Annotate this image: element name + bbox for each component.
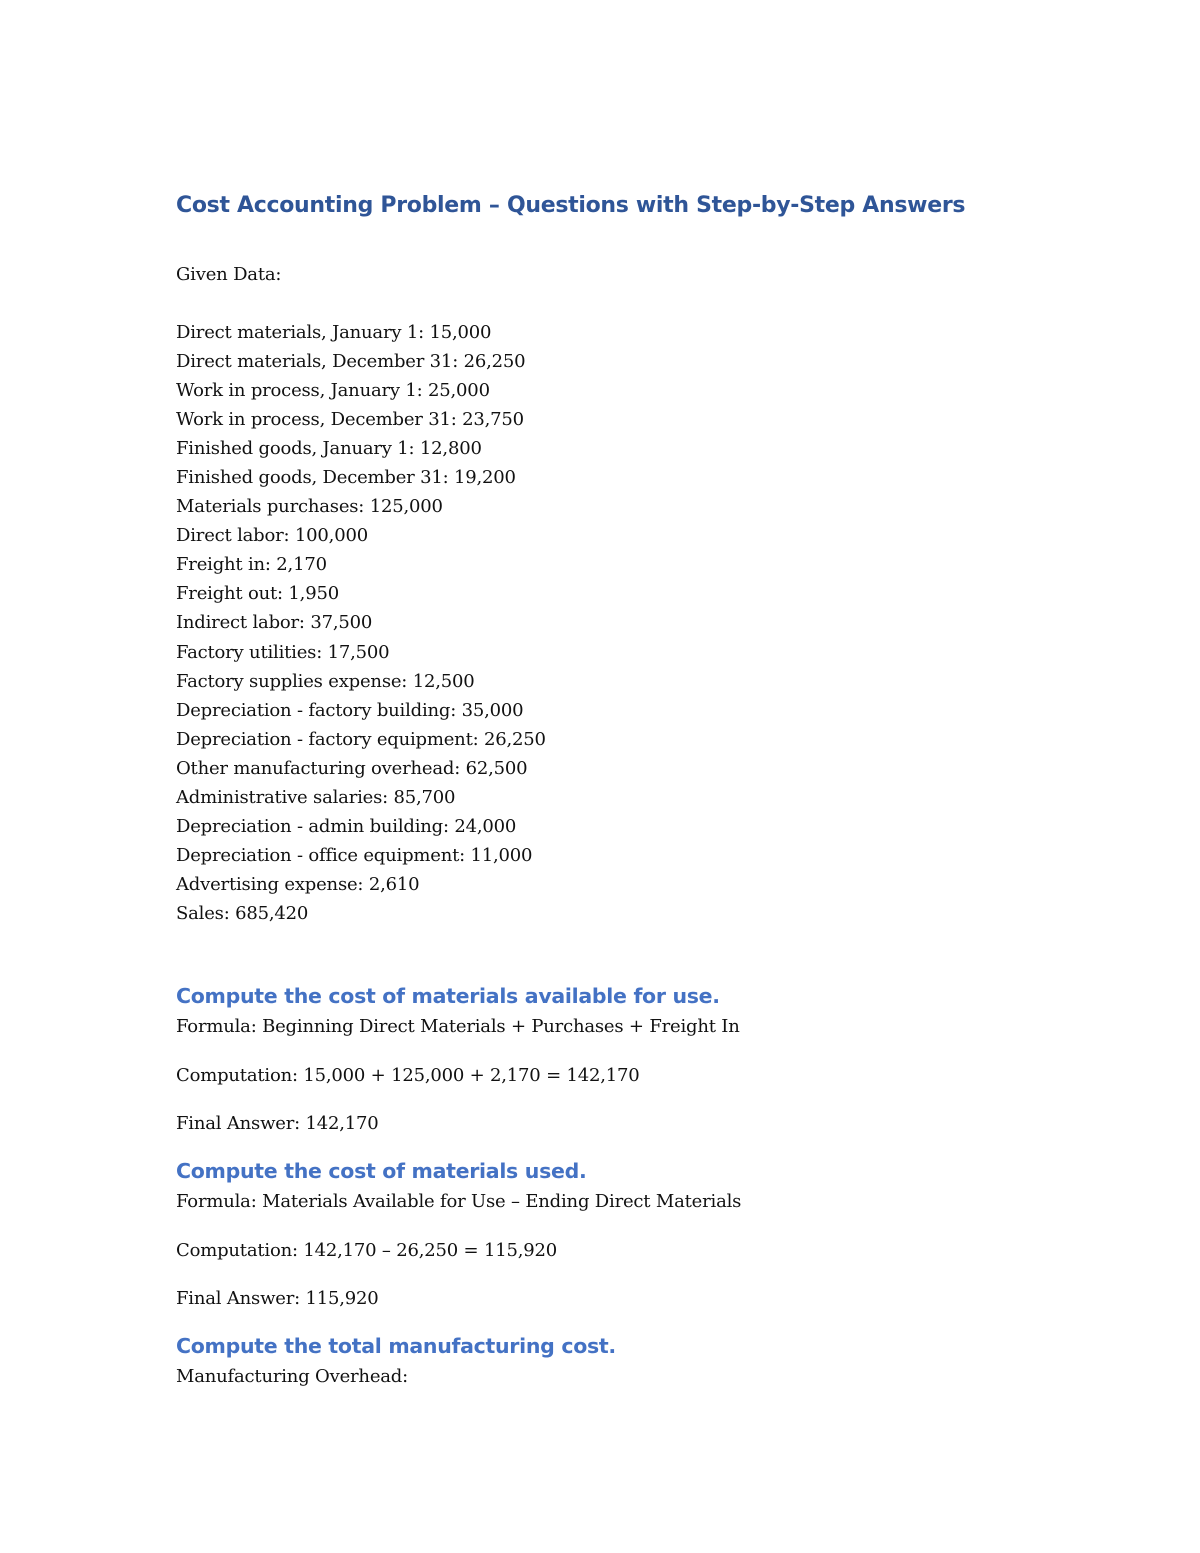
- given-data-list: [176, 318, 1076, 928]
- given-item: Depreciation - factory equipment: 26,250: [176, 728, 546, 750]
- given-item: Depreciation - factory building: 35,000: [176, 699, 524, 721]
- given-data-label: Given Data:: [176, 264, 282, 285]
- section-materials-used: [176, 1155, 1076, 1313]
- given-item: Work in process, January 1: 25,000: [176, 380, 490, 402]
- given-item: Finished goods, January 1: 12,800: [176, 438, 482, 460]
- computation-text: Computation: 142,170 – 26,250 = 115,920: [176, 1239, 557, 1261]
- given-item: Finished goods, December 31: 19,200: [176, 467, 516, 489]
- section-heading: Compute the cost of materials available for use.: [176, 983, 720, 1008]
- given-item: Administrative salaries: 85,700: [176, 786, 456, 808]
- computation-text: Computation: 15,000 + 125,000 + 2,170 = 142,170: [176, 1064, 640, 1086]
- given-item: Factory supplies expense: 12,500: [176, 670, 475, 692]
- document-title: Cost Accounting Problem – Questions with Step-by-Step Answers: [176, 193, 966, 218]
- formula-text: Formula: Beginning Direct Materials + Purchases + Freight In: [176, 1015, 740, 1037]
- formula-text: Formula: Materials Available for Use – Ending Direct Materials: [176, 1190, 742, 1212]
- given-item: Work in process, December 31: 23,750: [176, 409, 524, 431]
- given-item: Direct materials, January 1: 15,000: [176, 322, 492, 343]
- given-item: Factory utilities: 17,500: [176, 641, 390, 663]
- given-item: Materials purchases: 125,000: [176, 496, 443, 518]
- section-total-manufacturing-cost: [176, 1330, 1076, 1391]
- section-heading: Compute the total manufacturing cost.: [176, 1333, 616, 1358]
- final-answer-text: Final Answer: 142,170: [176, 1112, 379, 1134]
- given-item: Other manufacturing overhead: 62,500: [176, 757, 528, 779]
- given-item: Depreciation - admin building: 24,000: [176, 815, 517, 837]
- given-item: Freight out: 1,950: [176, 583, 339, 605]
- final-answer-text: Final Answer: 115,920: [176, 1287, 379, 1309]
- manufacturing-overhead-label: Manufacturing Overhead:: [176, 1365, 408, 1387]
- given-item: Sales: 685,420: [176, 902, 309, 924]
- given-item: Freight in: 2,170: [176, 554, 327, 576]
- given-item: Direct materials, December 31: 26,250: [176, 351, 526, 373]
- given-item: Depreciation - office equipment: 11,000: [176, 844, 533, 866]
- section-heading: Compute the cost of materials used.: [176, 1158, 587, 1183]
- given-item: Advertising expense: 2,610: [176, 873, 420, 895]
- given-item: Direct labor: 100,000: [176, 525, 368, 547]
- given-item: Indirect labor: 37,500: [176, 612, 373, 634]
- document-content: [176, 190, 1076, 1391]
- section-materials-available: [176, 980, 1076, 1138]
